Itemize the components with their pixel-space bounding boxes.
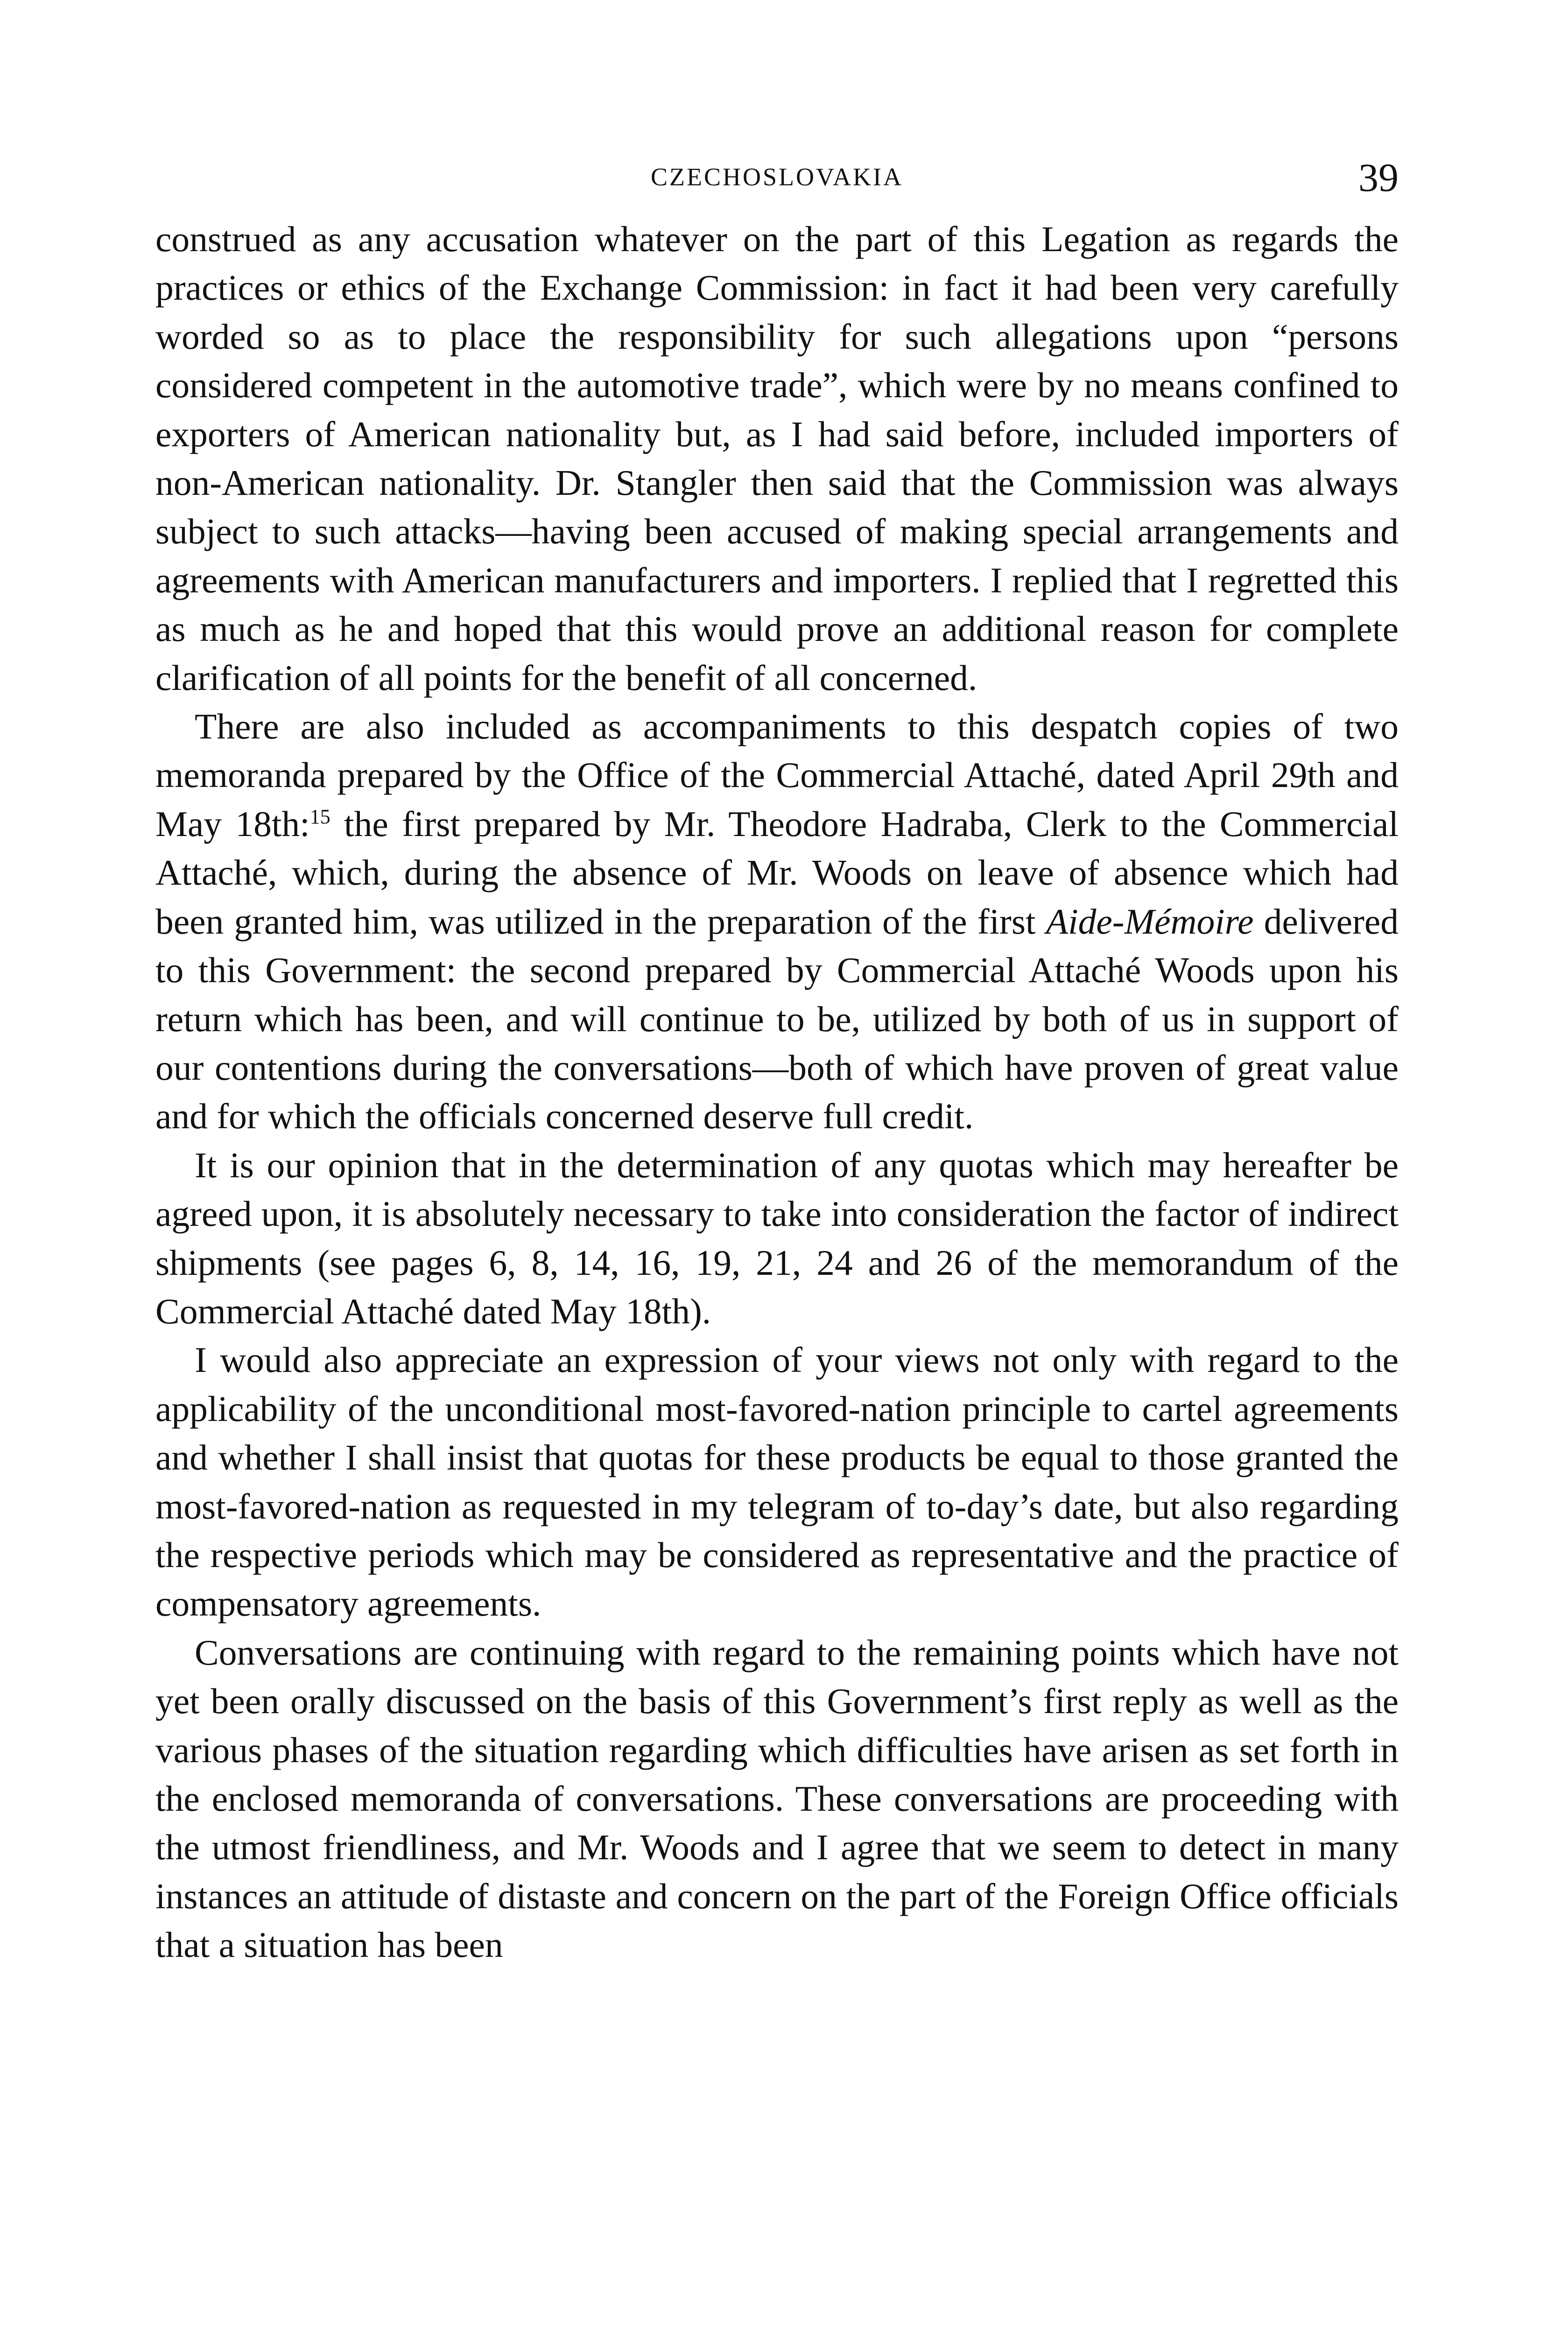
- paragraph-4: I would also appreciate an expression of your views not only with regard to the applicability of the unconditional most-favored-nation principle to cartel agreements and whether I shall insist that quotas for these products be equal to those granted the most-favored-nation as requested in my telegram of to-day’s date, but also regarding the respective periods which may be considered as representative and the practice of compensatory agreements.: [155, 1340, 1399, 1624]
- document-page: [155, 154, 1399, 2334]
- aide-memoire-italic: Aide-Mémoire: [1046, 901, 1254, 942]
- paragraph-2-text-a: There are also included as accompaniments to this despatch copies of two memoranda prepared by the Office of the Commercial Attaché, dated April 29th and May 18th:: [155, 706, 1399, 844]
- paragraph-1: construed as any accusation whatever on the part of this Legation as regards the practices or ethics of the Exchange Commission: in fact it had been very carefully worded so as to place the responsibility for such allegations upon “persons considered competent in the automotive trade”, which were by no means confined to exporters of American nationality but, as I had said before, included importers of non-American nationality. Dr. Stangler then said that the Commission was always subject to such attacks—having been accused of making special arrangements and agreements with American manufacturers and importers. I replied that I regretted this as much as he and hoped that this would prove an additional reason for complete clarification of all points for the benefit of all concerned.: [155, 219, 1399, 698]
- footnote-reference: 15: [309, 805, 330, 829]
- body-text: [155, 215, 1399, 1969]
- paragraph-5: Conversations are continuing with regard to the remaining points which have not yet been orally discussed on the basis of this Government’s first reply as well as the various phases of the situation regarding which difficulties have arisen as set forth in the enclosed memoranda of conversations. These conversations are proceeding with the utmost friendliness, and Mr. Woods and I agree that we seem to detect in many instances an attitude of distaste and concern on the part of the Foreign Office officials that a situation has been: [155, 1632, 1399, 1965]
- running-head: CZECHOSLOVAKIA: [650, 163, 904, 191]
- page-header: [155, 154, 1399, 210]
- paragraph-2-text-b: the first prepared by Mr. Theodore Hadraba, Clerk to the Commercial Attaché, which, during the absence of Mr. Woods on leave of absence which had been granted him, was utilized in the preparation of the first: [155, 803, 1399, 942]
- paragraph-2-text-c: delivered to this Government: the second prepared by Commercial Attaché Woods upon his return which has been, and will continue to be, utilized by both of us in support of our contentions during the conversations—both of which have proven of great value and for which the officials concerned deserve full credit.: [155, 901, 1399, 1137]
- paragraph-3: It is our opinion that in the determination of any quotas which may hereafter be agreed upon, it is absolutely necessary to take into consideration the factor of indirect shipments (see pages 6, 8, 14, 16, 19, 21, 24 and 26 of the memorandum of the Commercial Attaché dated May 18th).: [155, 1145, 1399, 1331]
- paragraph-2: [155, 702, 1399, 1141]
- page-number: 39: [1358, 155, 1399, 200]
